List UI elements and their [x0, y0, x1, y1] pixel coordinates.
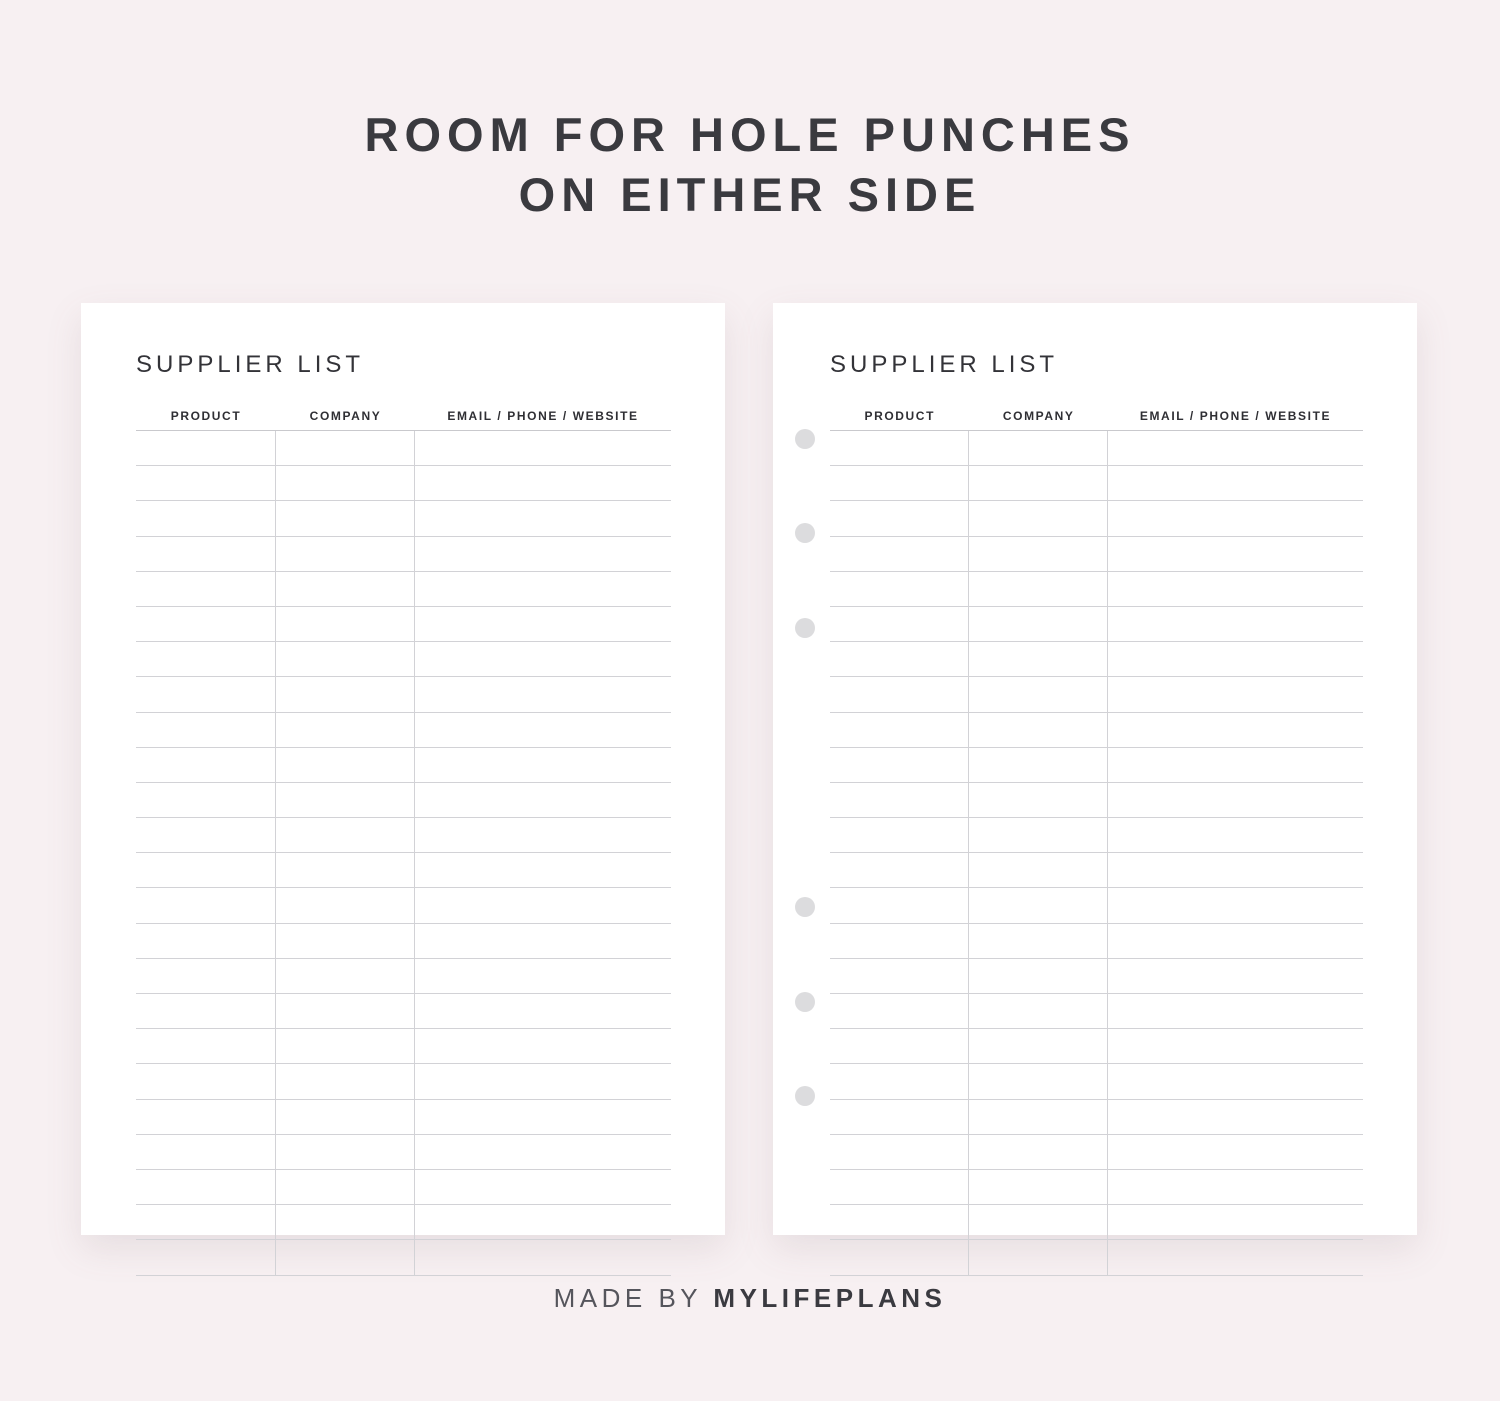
cell-company[interactable] [969, 537, 1107, 571]
cell-company[interactable] [276, 537, 415, 571]
cell-contact[interactable] [415, 466, 671, 500]
table-row[interactable] [136, 466, 671, 501]
cell-product[interactable] [830, 924, 969, 958]
cell-contact[interactable] [1108, 1064, 1363, 1098]
cell-contact[interactable] [1108, 818, 1363, 852]
cell-product[interactable] [136, 783, 276, 817]
table-row[interactable] [136, 431, 671, 466]
hole-punch-icon [795, 992, 815, 1012]
cell-contact[interactable] [415, 537, 671, 571]
cell-product[interactable] [830, 1205, 969, 1239]
cell-contact[interactable] [1108, 677, 1363, 711]
cell-company[interactable] [969, 748, 1107, 782]
cell-company[interactable] [969, 924, 1107, 958]
cell-company[interactable] [969, 959, 1107, 993]
table-row[interactable] [136, 853, 671, 888]
table-row[interactable] [830, 431, 1363, 466]
cell-contact[interactable] [1108, 1029, 1363, 1063]
cell-contact[interactable] [415, 888, 671, 922]
cell-company[interactable] [276, 677, 415, 711]
table-row[interactable] [136, 1135, 671, 1170]
cell-product[interactable] [136, 994, 276, 1028]
page-title-line-2: ON EITHER SIDE [518, 168, 982, 222]
cell-product[interactable] [830, 607, 969, 641]
cell-company[interactable] [276, 853, 415, 887]
cell-product[interactable] [830, 642, 969, 676]
cell-product[interactable] [830, 466, 969, 500]
table-row[interactable] [830, 853, 1363, 888]
cell-contact[interactable] [1108, 1170, 1363, 1204]
cell-product[interactable] [830, 818, 969, 852]
table-row[interactable] [136, 713, 671, 748]
cell-product[interactable] [136, 1170, 276, 1204]
table-row[interactable] [830, 1064, 1363, 1099]
cell-company[interactable] [969, 501, 1107, 535]
cell-product[interactable] [830, 431, 969, 465]
cell-product[interactable] [136, 818, 276, 852]
cell-contact[interactable] [415, 1064, 671, 1098]
cell-product[interactable] [830, 1170, 969, 1204]
cell-contact[interactable] [415, 1100, 671, 1134]
cell-contact[interactable] [1108, 466, 1363, 500]
cell-company[interactable] [276, 1240, 415, 1274]
column-header-product: PRODUCT [170, 409, 242, 423]
table-row[interactable] [830, 748, 1363, 783]
hole-punch-icon [795, 429, 815, 449]
table-row[interactable] [136, 1205, 671, 1240]
cell-product[interactable] [830, 677, 969, 711]
table-row[interactable] [830, 501, 1363, 536]
cell-contact[interactable] [1108, 994, 1363, 1028]
cell-company[interactable] [969, 1240, 1107, 1274]
cell-product[interactable] [136, 1135, 276, 1169]
cell-product[interactable] [136, 748, 276, 782]
cell-company[interactable] [969, 1064, 1107, 1098]
cell-contact[interactable] [1108, 1240, 1363, 1274]
cell-company[interactable] [969, 713, 1107, 747]
supplier-table-right [830, 409, 1363, 1276]
footer-prefix: MADE BY [553, 1283, 714, 1313]
cell-contact[interactable] [415, 924, 671, 958]
table-header-left [136, 409, 671, 431]
footer-credit [0, 1283, 1500, 1314]
table-row[interactable] [136, 783, 671, 818]
cell-company[interactable] [276, 1170, 415, 1204]
cell-product[interactable] [830, 713, 969, 747]
table-row[interactable] [136, 537, 671, 572]
sheet-title-right: SUPPLIER LIST [830, 351, 1059, 378]
table-row[interactable] [830, 1170, 1363, 1205]
cell-company[interactable] [276, 713, 415, 747]
cell-product[interactable] [136, 642, 276, 676]
cell-product[interactable] [830, 1135, 969, 1169]
cell-contact[interactable] [1108, 888, 1363, 922]
table-row[interactable] [830, 818, 1363, 853]
cell-product[interactable] [136, 501, 276, 535]
cell-contact[interactable] [415, 642, 671, 676]
cell-company[interactable] [276, 924, 415, 958]
table-header-right [830, 409, 1363, 431]
cell-contact[interactable] [415, 713, 671, 747]
column-header-product: PRODUCT [864, 409, 936, 423]
cell-product[interactable] [830, 1029, 969, 1063]
table-row[interactable] [830, 1135, 1363, 1170]
table-row[interactable] [830, 677, 1363, 712]
hole-punch-icon [795, 897, 815, 917]
table-row[interactable] [830, 1100, 1363, 1135]
hole-punch-icon [795, 523, 815, 543]
cell-contact[interactable] [415, 431, 671, 465]
column-header-company: COMPANY [309, 409, 382, 423]
table-row[interactable] [136, 1170, 671, 1205]
cell-product[interactable] [136, 466, 276, 500]
cell-company[interactable] [969, 607, 1107, 641]
cell-contact[interactable] [1108, 572, 1363, 606]
cell-contact[interactable] [1108, 1135, 1363, 1169]
cell-company[interactable] [969, 677, 1107, 711]
table-row[interactable] [830, 607, 1363, 642]
cell-product[interactable] [136, 713, 276, 747]
cell-company[interactable] [969, 994, 1107, 1028]
cell-contact[interactable] [415, 959, 671, 993]
cell-company[interactable] [276, 466, 415, 500]
page-title-line-1: ROOM FOR HOLE PUNCHES [364, 108, 1136, 161]
cell-company[interactable] [276, 1064, 415, 1098]
cell-product[interactable] [136, 959, 276, 993]
cell-product[interactable] [136, 924, 276, 958]
cell-company[interactable] [276, 501, 415, 535]
cell-contact[interactable] [415, 853, 671, 887]
cell-contact[interactable] [1108, 1205, 1363, 1239]
cell-product[interactable] [830, 1100, 969, 1134]
cell-product[interactable] [136, 677, 276, 711]
hole-punch-icon [795, 618, 815, 638]
cell-product[interactable] [136, 888, 276, 922]
table-row[interactable] [830, 888, 1363, 923]
cell-contact[interactable] [1108, 783, 1363, 817]
cell-product[interactable] [830, 888, 969, 922]
cell-company[interactable] [969, 572, 1107, 606]
table-body-right [830, 431, 1363, 1276]
table-row[interactable] [830, 1029, 1363, 1064]
cell-product[interactable] [136, 1064, 276, 1098]
sheet-title-left: SUPPLIER LIST [136, 351, 365, 378]
cell-company[interactable] [969, 888, 1107, 922]
cell-contact[interactable] [1108, 853, 1363, 887]
cell-contact[interactable] [1108, 713, 1363, 747]
cell-company[interactable] [969, 466, 1107, 500]
cell-company[interactable] [969, 783, 1107, 817]
table-row[interactable] [136, 1240, 671, 1275]
table-row[interactable] [830, 713, 1363, 748]
table-row[interactable] [136, 888, 671, 923]
planner-page-left [81, 303, 725, 1235]
table-row[interactable] [136, 1100, 671, 1135]
hole-punch-icon [795, 1086, 815, 1106]
cell-contact[interactable] [415, 501, 671, 535]
cell-contact[interactable] [415, 1170, 671, 1204]
cell-product[interactable] [830, 783, 969, 817]
table-row[interactable] [136, 994, 671, 1029]
cell-company[interactable] [276, 783, 415, 817]
cell-product[interactable] [136, 1029, 276, 1063]
cell-contact[interactable] [415, 1135, 671, 1169]
cell-contact[interactable] [415, 1240, 671, 1274]
table-row[interactable] [830, 783, 1363, 818]
cell-contact[interactable] [1108, 924, 1363, 958]
table-row[interactable] [136, 501, 671, 536]
cell-product[interactable] [136, 431, 276, 465]
table-row[interactable] [830, 959, 1363, 994]
table-row[interactable] [136, 677, 671, 712]
cell-company[interactable] [276, 431, 415, 465]
cell-contact[interactable] [415, 1205, 671, 1239]
table-row[interactable] [136, 818, 671, 853]
table-row[interactable] [830, 466, 1363, 501]
cell-company[interactable] [276, 818, 415, 852]
cell-company[interactable] [969, 431, 1107, 465]
cell-company[interactable] [276, 888, 415, 922]
cell-company[interactable] [969, 853, 1107, 887]
column-header-contact: EMAIL / PHONE / WEBSITE [1139, 409, 1332, 423]
table-row[interactable] [830, 1205, 1363, 1240]
cell-product[interactable] [830, 501, 969, 535]
table-row[interactable] [136, 924, 671, 959]
cell-contact[interactable] [1108, 1100, 1363, 1134]
cell-contact[interactable] [415, 994, 671, 1028]
cell-company[interactable] [969, 1100, 1107, 1134]
table-row[interactable] [830, 642, 1363, 677]
column-header-company: COMPANY [1002, 409, 1075, 423]
cell-product[interactable] [830, 748, 969, 782]
supplier-table-left [136, 409, 671, 1276]
table-row[interactable] [136, 1029, 671, 1064]
table-row[interactable] [136, 572, 671, 607]
cell-product[interactable] [830, 572, 969, 606]
table-row[interactable] [136, 959, 671, 994]
cell-contact[interactable] [1108, 537, 1363, 571]
cell-company[interactable] [969, 1135, 1107, 1169]
cell-contact[interactable] [1108, 748, 1363, 782]
cell-product[interactable] [830, 959, 969, 993]
table-row[interactable] [830, 994, 1363, 1029]
cell-company[interactable] [276, 959, 415, 993]
cell-product[interactable] [830, 1064, 969, 1098]
planner-page-right-content [773, 303, 1417, 1235]
cell-contact[interactable] [1108, 607, 1363, 641]
cell-company[interactable] [969, 642, 1107, 676]
cell-company[interactable] [276, 994, 415, 1028]
cell-product[interactable] [830, 537, 969, 571]
table-row[interactable] [830, 537, 1363, 572]
table-row[interactable] [830, 572, 1363, 607]
table-body-left [136, 431, 671, 1276]
cell-contact[interactable] [415, 607, 671, 641]
cell-company[interactable] [276, 748, 415, 782]
cell-contact[interactable] [1108, 431, 1363, 465]
cell-contact[interactable] [415, 572, 671, 606]
table-row[interactable] [830, 924, 1363, 959]
table-row[interactable] [136, 642, 671, 677]
cell-company[interactable] [276, 1135, 415, 1169]
cell-product[interactable] [136, 1100, 276, 1134]
column-header-contact: EMAIL / PHONE / WEBSITE [447, 409, 639, 423]
cell-product[interactable] [830, 1240, 969, 1274]
cell-contact[interactable] [415, 748, 671, 782]
cell-product[interactable] [136, 572, 276, 606]
cell-contact[interactable] [415, 818, 671, 852]
table-row[interactable] [136, 1064, 671, 1099]
cell-company[interactable] [969, 1205, 1107, 1239]
cell-company[interactable] [276, 572, 415, 606]
planner-page-right [773, 303, 1417, 1235]
cell-product[interactable] [136, 607, 276, 641]
cell-company[interactable] [276, 1029, 415, 1063]
cell-contact[interactable] [415, 1029, 671, 1063]
cell-product[interactable] [830, 853, 969, 887]
cell-company[interactable] [276, 1205, 415, 1239]
cell-contact[interactable] [1108, 642, 1363, 676]
cell-product[interactable] [136, 1240, 276, 1274]
table-row[interactable] [136, 607, 671, 642]
cell-product[interactable] [136, 537, 276, 571]
cell-product[interactable] [136, 1205, 276, 1239]
table-row[interactable] [136, 748, 671, 783]
cell-company[interactable] [969, 1170, 1107, 1204]
cell-company[interactable] [276, 1100, 415, 1134]
pages-container [0, 303, 1500, 1238]
page-title [0, 0, 1500, 225]
cell-contact[interactable] [415, 783, 671, 817]
cell-contact[interactable] [1108, 501, 1363, 535]
cell-company[interactable] [276, 607, 415, 641]
cell-product[interactable] [136, 853, 276, 887]
footer-brand: MYLIFEPLANS [713, 1283, 947, 1313]
planner-page-left-content [81, 303, 725, 1235]
table-row[interactable] [830, 1240, 1363, 1275]
cell-contact[interactable] [415, 677, 671, 711]
cell-company[interactable] [969, 1029, 1107, 1063]
cell-company[interactable] [969, 818, 1107, 852]
cell-product[interactable] [830, 994, 969, 1028]
cell-company[interactable] [276, 642, 415, 676]
cell-contact[interactable] [1108, 959, 1363, 993]
